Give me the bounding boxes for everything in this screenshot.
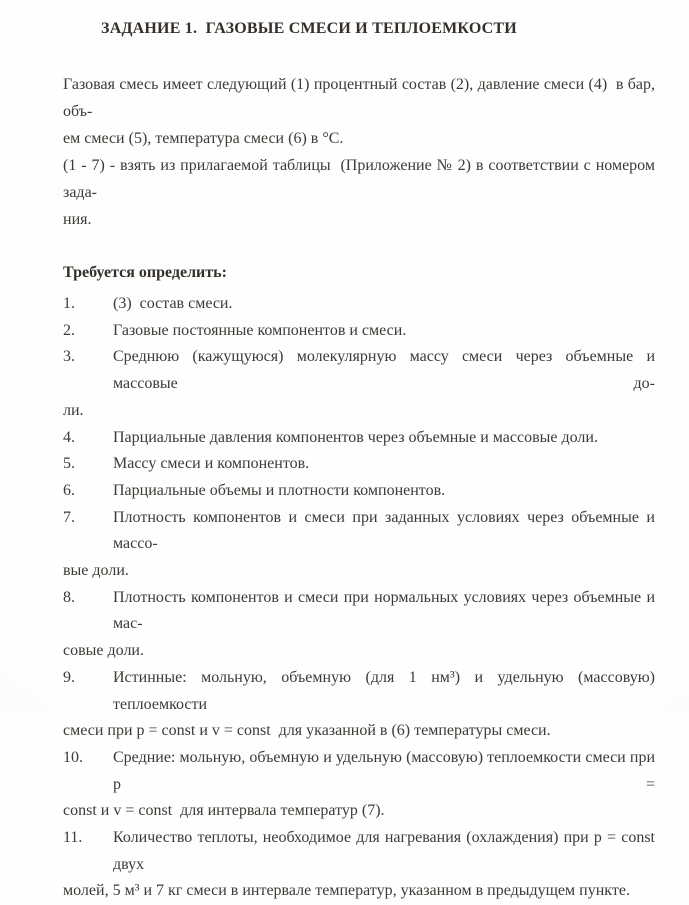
task-item-number: 6. <box>63 481 75 499</box>
task-item-text: Плотность компонентов и смеси при нормальных условиях через объемные и мас- <box>113 588 659 633</box>
task-item-text: Парциальные объемы и плотности компонентов. <box>113 481 446 499</box>
task-item-continuation: молей, 5 м³ и 7 кг смеси в интервале температур, указанном в предыдущем пункте. <box>63 882 630 900</box>
task-item-continuation: ли. <box>63 401 84 419</box>
task-item-number: 11. <box>63 829 83 847</box>
task-item-text: Газовые постоянные компонентов и смеси. <box>113 321 407 339</box>
task-item <box>63 478 655 505</box>
task-item-text: Средние: мольную, объемную и удельную (массовую) теплоемкости смеси при p = <box>113 748 659 793</box>
task-item <box>63 505 659 558</box>
intro <box>63 71 659 233</box>
task-item <box>63 451 655 478</box>
task-item-text: (3) состав смеси. <box>113 295 233 312</box>
task-item-number: 1. <box>63 295 75 312</box>
task-item-number: 7. <box>63 508 75 526</box>
task-item-number: 4. <box>63 428 75 446</box>
task-item <box>63 585 659 638</box>
task-item-text: Парциальные давления компонентов через объемные и массовые доли. <box>113 428 598 446</box>
intro-line: (1 - 7) - взять из прилагаемой таблицы (Приложение № 2) в соответствии с номером зада- <box>63 157 659 201</box>
task-item-text: Массу смеси и компонентов. <box>113 455 310 473</box>
task-item-number: 3. <box>63 348 75 366</box>
task-item <box>63 745 659 798</box>
intro-line: ния. <box>63 211 92 228</box>
task-item <box>63 825 663 878</box>
task-item-number: 9. <box>63 668 75 686</box>
task-item <box>63 344 659 397</box>
task-item-text: Среднюю (кажущуюся) молекулярную массу смеси через объемные и массовые до- <box>113 348 659 393</box>
task-item-continuation: const и v = const для интервала температур (7). <box>63 802 385 820</box>
task-list <box>63 291 663 905</box>
section-heading: Требуется определить: <box>63 264 227 281</box>
task-item-number: 5. <box>63 455 75 473</box>
task-item-text: Количество теплоты, необходимое для нагревания (охлаждения) при p = const двух <box>113 829 663 873</box>
task-item <box>63 665 659 718</box>
intro-line: ем смеси (5), температура смеси (6) в °С. <box>63 130 344 147</box>
task-item-number: 10. <box>63 748 83 766</box>
task-item-continuation: смеси при p = const и v = const для указанной в (6) температуры смеси. <box>63 722 551 740</box>
task-item <box>63 291 655 318</box>
task-item <box>63 318 655 345</box>
intro-line: Газовая смесь имеет следующий (1) процентный состав (2), давление смеси (4) в бар, объ- <box>63 76 659 120</box>
task-item-text: Истинные: мольную, объемную (для 1 нм³) и удельную (массовую) теплоемкости <box>113 668 659 713</box>
task-item-text: Плотность компонентов и смеси при заданных условиях через объемные и массо- <box>113 508 659 553</box>
task-item-continuation: вые доли. <box>63 562 129 580</box>
task-item-number: 2. <box>63 321 75 339</box>
task-item-continuation: совые доли. <box>63 642 144 660</box>
task-item <box>63 425 655 452</box>
task-item-number: 8. <box>63 588 75 606</box>
document-title: ЗАДАНИЕ 1. ГАЗОВЫЕ СМЕСИ И ТЕПЛОЕМКОСТИ <box>101 20 517 37</box>
